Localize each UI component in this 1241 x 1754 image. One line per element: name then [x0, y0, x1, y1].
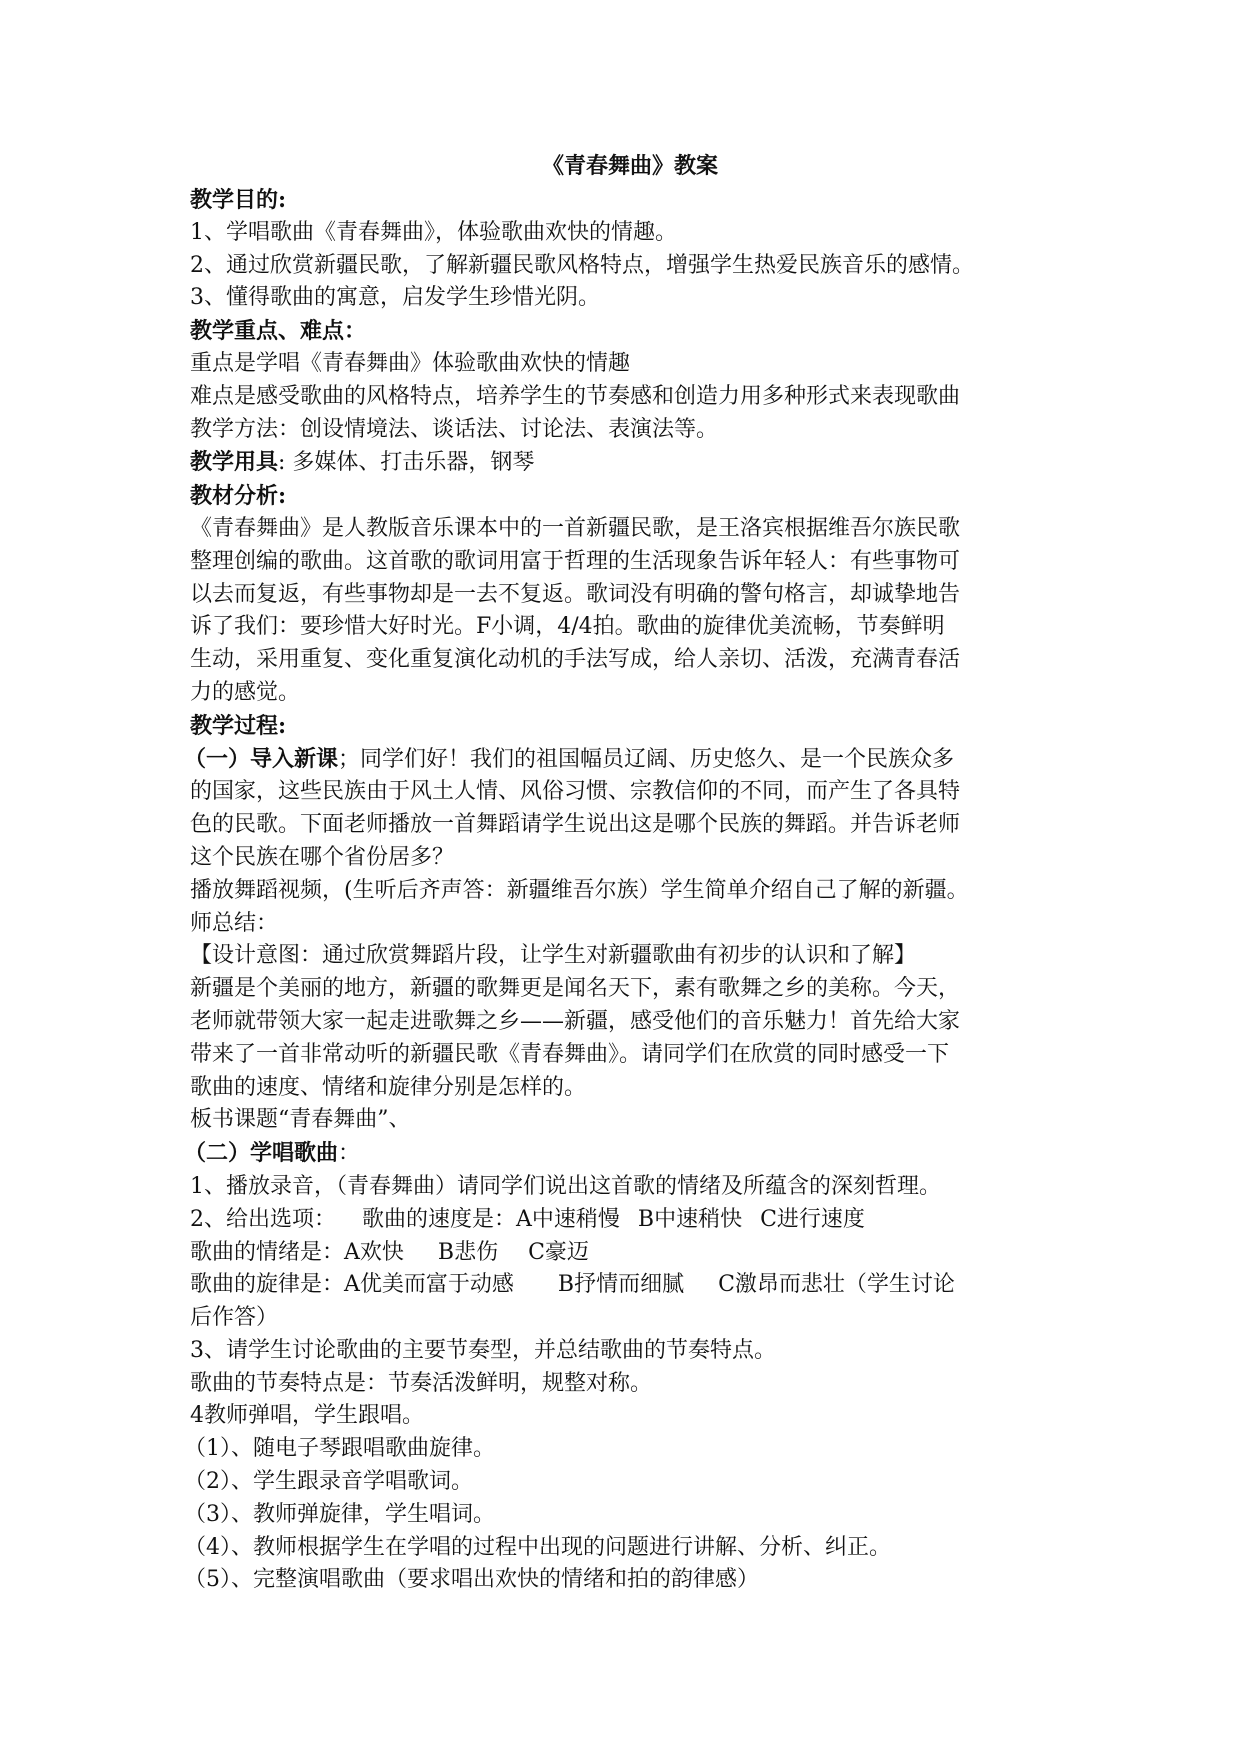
option: C进行速度 — [760, 1206, 865, 1232]
step-2-speed — [190, 1204, 1070, 1237]
part1-line: 板书课题“青春舞曲”、 — [190, 1107, 411, 1133]
part1-line: 师总结： — [190, 910, 279, 936]
document-page — [184, 148, 1070, 1597]
speed-label: 歌曲的速度是： — [362, 1206, 517, 1232]
key-point-text: 重点是学唱《青春舞曲》体验歌曲欢快的情趣 — [190, 350, 631, 376]
option: B中速稍快 — [637, 1206, 743, 1232]
sub-step: （3）、教师弹旋律，学生唱词。 — [184, 1501, 495, 1527]
part1-line: 的国家，这些民族由于风土人情、风俗习惯、宗教信仰的不同，而产生了各具特 — [190, 779, 961, 805]
objective-item: 2、通过欣赏新疆民歌，了解新疆民歌风格特点，增强学生热爱民族音乐的感情。 — [190, 252, 974, 278]
part1-line: 带来了一首非常动听的新疆民歌《青春舞曲》。请同学们在欣赏的同时感受一下 — [190, 1041, 950, 1067]
sub-step: （1）、随电子琴跟唱歌曲旋律。 — [184, 1436, 495, 1462]
key-points-heading: 教学重点、难点： — [190, 318, 367, 345]
analysis-line: 以去而复返，有些事物却是一去不复返。歌词没有明确的警句格言，却诚挚地告 — [190, 581, 961, 607]
part1-line: 这个民族在哪个省份居多？ — [190, 844, 455, 870]
sub-step: （5）、完整演唱歌曲（要求唱出欢快的情绪和拍的韵律感） — [184, 1567, 759, 1593]
process-heading: 教学过程: — [190, 712, 287, 739]
part1-line: 色的民歌。下面老师播放一首舞蹈请学生说出这是哪个民族的舞蹈。并告诉老师 — [190, 812, 961, 838]
analysis-heading: 教材分析: — [190, 483, 287, 510]
rhythm-summary: 歌曲的节奏特点是：节奏活泼鲜明，规整对称。 — [190, 1370, 653, 1396]
tools-label: 教学用具 — [190, 449, 279, 476]
objectives-heading: 教学目的: — [190, 187, 287, 213]
step-1: 1、播放录音，（青春舞曲）请同学们说出这首歌的情绪及所蕴含的深刻哲理。 — [190, 1173, 941, 1199]
part1-text: ；同学们好！我们的祖国幅员辽阔、历史悠久、是一个民族众多 — [338, 746, 955, 772]
melody-label: 歌曲的旋律是： — [190, 1272, 345, 1298]
option: C激昂而悲壮（学生讨论 — [718, 1272, 955, 1298]
analysis-line: 诉了我们：要珍惜大好时光。F小调，4/4拍。歌曲的旋律优美流畅，节奏鲜明 — [190, 614, 945, 640]
analysis-line: 整理创编的歌曲。这首歌的歌词用富于哲理的生活现象告诉年轻人：有些事物可 — [190, 548, 961, 574]
tools-text: : 多媒体、打击乐器，钢琴 — [278, 450, 535, 476]
part2-heading — [184, 1137, 1070, 1171]
difficulty-text: 难点是感受歌曲的风格特点，培养学生的节奏感和创造力用多种形式来表现歌曲 — [190, 383, 961, 409]
option: C豪迈 — [528, 1239, 589, 1265]
sub-step: （2）、学生跟录音学唱歌词。 — [184, 1469, 473, 1495]
mood-label: 歌曲的情绪是： — [190, 1239, 345, 1265]
option: A欢快 — [344, 1239, 404, 1265]
step-2-melody — [190, 1269, 1070, 1302]
document-title: 《青春舞曲》教案 — [541, 153, 718, 179]
part1-line: 播放舞蹈视频，(生听后齐声答：新疆维吾尔族）学生简单介绍自己了解的新疆。 — [190, 877, 969, 903]
part1-line: 老师就带领大家一起走进歌舞之乡——新疆，感受他们的音乐魅力！首先给大家 — [190, 1008, 961, 1034]
part2-label-suffix: ： — [338, 1141, 361, 1167]
sub-step: （4）、教师根据学生在学唱的过程中出现的问题进行讲解、分析、纠正。 — [184, 1534, 891, 1560]
objective-item: 1、学唱歌曲《青春舞曲》，体验歌曲欢快的情趣。 — [190, 219, 677, 245]
option: B悲伤 — [437, 1239, 499, 1265]
option: B抒情而细腻 — [557, 1272, 685, 1298]
option: A优美而富于动感 — [344, 1272, 514, 1298]
step-2-prefix: 2、给出选项： — [190, 1206, 336, 1232]
part1-line: 歌曲的速度、情绪和旋律分别是怎样的。 — [190, 1074, 587, 1100]
step-2-mood — [190, 1237, 1070, 1270]
analysis-line: 力的感觉。 — [190, 679, 301, 705]
option: A中速稍慢 — [516, 1206, 620, 1232]
analysis-line: 生动，采用重复、变化重复演化动机的手法写成，给人亲切、活泼，充满青春活 — [190, 647, 961, 673]
part1-label: （一）导入新课 — [184, 745, 339, 772]
methods-text: 教学方法：创设情境法、谈话法、讨论法、表演法等。 — [190, 416, 719, 442]
analysis-line: 《青春舞曲》是人教版音乐课本中的一首新疆民歌，是王洛宾根据维吾尔族民歌 — [190, 515, 961, 541]
part1-line: 新疆是个美丽的地方，新疆的歌舞更是闻名天下，素有歌舞之乡的美称。今天， — [190, 976, 961, 1002]
part1-first-line — [184, 743, 1070, 777]
objective-item: 3、懂得歌曲的寓意，启发学生珍惜光阴。 — [190, 285, 600, 311]
tools-line — [190, 446, 1070, 480]
step-4: 4教师弹唱，学生跟唱。 — [190, 1403, 424, 1429]
step-2-melody-cont: 后作答） — [190, 1305, 279, 1331]
design-intent: 【设计意图：通过欣赏舞蹈片段，让学生对新疆歌曲有初步的认识和了解】 — [190, 943, 917, 969]
step-3: 3、请学生讨论歌曲的主要节奏型，并总结歌曲的节奏特点。 — [190, 1337, 776, 1363]
part2-label: （二）学唱歌曲 — [184, 1140, 339, 1167]
